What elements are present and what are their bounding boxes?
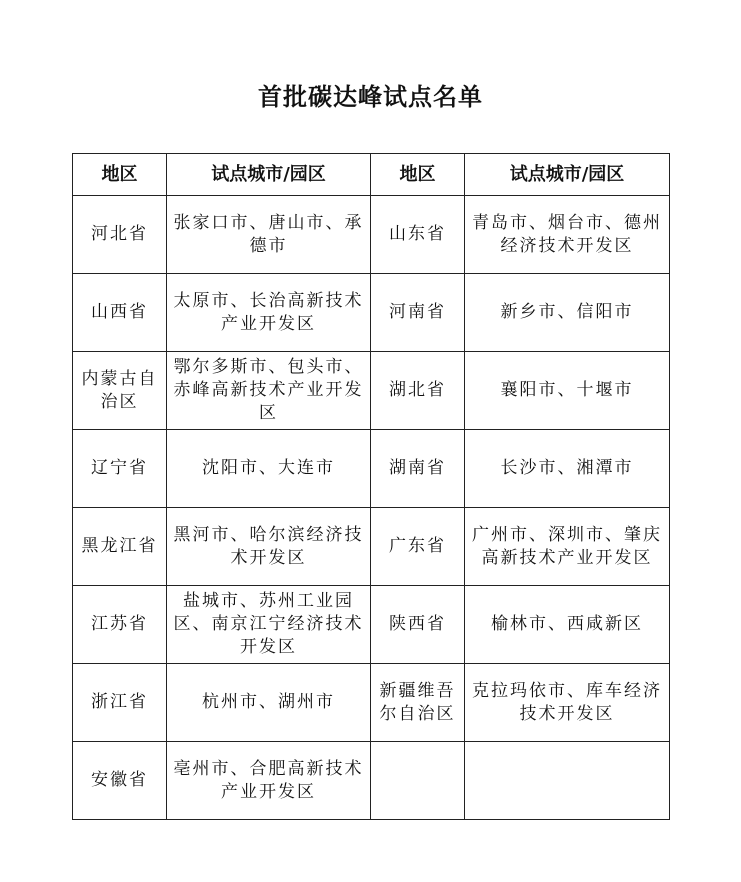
pilot-list-table xyxy=(72,153,670,820)
pilots-cell: 鄂尔多斯市、包头市、赤峰高新技术产业开发区 xyxy=(167,352,371,430)
header-region-right: 地区 xyxy=(371,154,465,196)
pilots-cell: 广州市、深圳市、肇庆高新技术产业开发区 xyxy=(465,508,670,586)
table-row xyxy=(73,742,670,820)
region-cell: 湖北省 xyxy=(371,352,465,430)
pilots-cell: 榆林市、西咸新区 xyxy=(465,586,670,664)
table-header-row xyxy=(73,154,670,196)
region-cell: 江苏省 xyxy=(73,586,167,664)
pilots-cell: 黑河市、哈尔滨经济技术开发区 xyxy=(167,508,371,586)
table-row xyxy=(73,664,670,742)
region-cell: 河南省 xyxy=(371,274,465,352)
region-cell: 内蒙古自治区 xyxy=(73,352,167,430)
header-pilots-right: 试点城市/园区 xyxy=(465,154,670,196)
pilots-cell: 沈阳市、大连市 xyxy=(167,430,371,508)
pilots-cell: 新乡市、信阳市 xyxy=(465,274,670,352)
pilots-cell: 克拉玛依市、库车经济技术开发区 xyxy=(465,664,670,742)
region-cell: 山东省 xyxy=(371,196,465,274)
region-cell-empty xyxy=(371,742,465,820)
pilots-cell: 青岛市、烟台市、德州经济技术开发区 xyxy=(465,196,670,274)
region-cell: 辽宁省 xyxy=(73,430,167,508)
region-cell: 浙江省 xyxy=(73,664,167,742)
region-cell: 河北省 xyxy=(73,196,167,274)
pilots-cell: 长沙市、湘潭市 xyxy=(465,430,670,508)
page-title: 首批碳达峰试点名单 xyxy=(258,83,483,111)
table-row xyxy=(73,508,670,586)
region-cell: 山西省 xyxy=(73,274,167,352)
pilots-cell: 亳州市、合肥高新技术产业开发区 xyxy=(167,742,371,820)
region-cell: 湖南省 xyxy=(371,430,465,508)
region-cell: 安徽省 xyxy=(73,742,167,820)
table-row xyxy=(73,586,670,664)
pilots-cell: 张家口市、唐山市、承德市 xyxy=(167,196,371,274)
pilots-cell: 襄阳市、十堰市 xyxy=(465,352,670,430)
region-cell: 黑龙江省 xyxy=(73,508,167,586)
region-cell: 陕西省 xyxy=(371,586,465,664)
pilots-cell: 杭州市、湖州市 xyxy=(167,664,371,742)
header-region-left: 地区 xyxy=(73,154,167,196)
region-cell: 新疆维吾尔自治区 xyxy=(371,664,465,742)
table-row xyxy=(73,352,670,430)
table-row xyxy=(73,274,670,352)
pilots-cell: 太原市、长治高新技术产业开发区 xyxy=(167,274,371,352)
table-row xyxy=(73,196,670,274)
header-pilots-left: 试点城市/园区 xyxy=(167,154,371,196)
table-row xyxy=(73,430,670,508)
pilots-cell-empty xyxy=(465,742,670,820)
region-cell: 广东省 xyxy=(371,508,465,586)
pilots-cell: 盐城市、苏州工业园区、南京江宁经济技术开发区 xyxy=(167,586,371,664)
